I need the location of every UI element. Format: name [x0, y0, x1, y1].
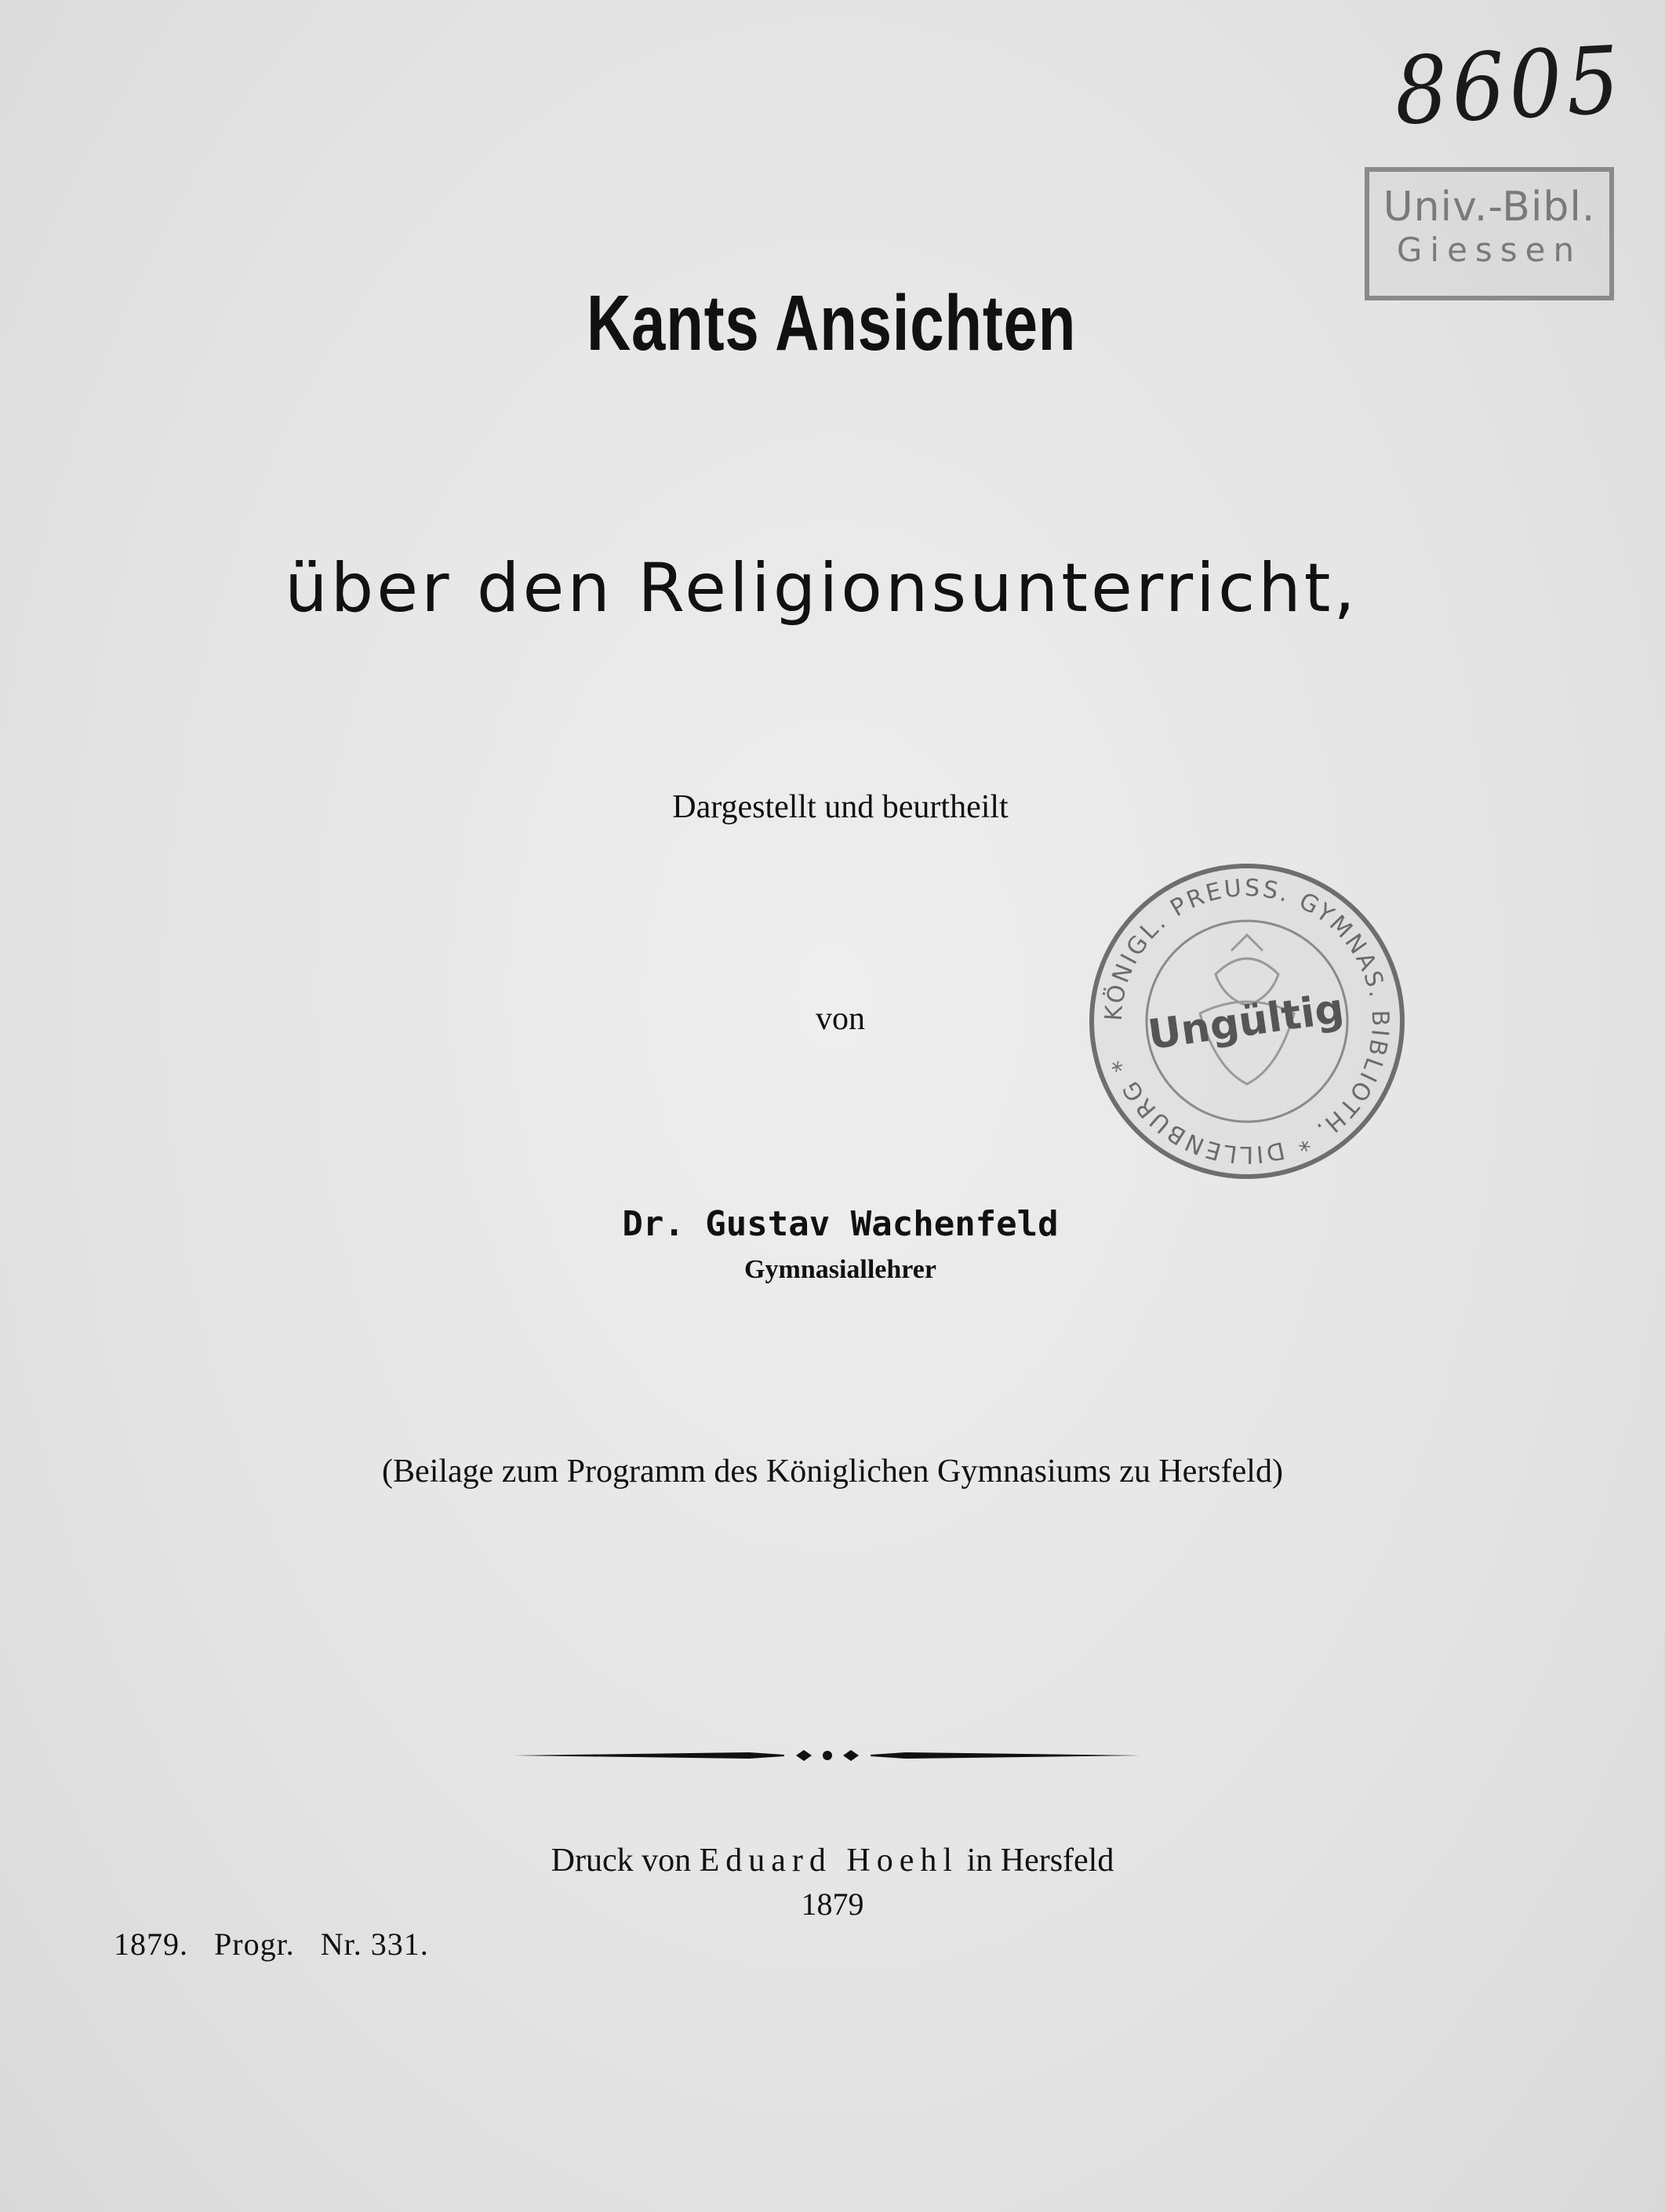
printer-suffix: in Hersfeld — [966, 1843, 1114, 1879]
seal-overprint: Ungültig — [1145, 984, 1347, 1060]
book-title: Kants Ansichten — [586, 279, 1077, 367]
library-stamp-line1: Univ.-Bibl. — [1383, 184, 1596, 231]
author-title: Gymnasiallehrer — [744, 1255, 936, 1284]
printer-line — [0, 1842, 1665, 1879]
handwritten-shelf-number: 8605 — [1391, 25, 1627, 146]
seal-ring-text: KÖNIGL. PREUSS. GYMNAS. BIBLIOTH. * DILLENBURG * — [1100, 874, 1394, 1169]
program-label: Progr. — [214, 1926, 295, 1962]
library-stamp-line2: Giessen — [1396, 230, 1583, 269]
book-subtitle: über den Religionsunterricht, — [285, 549, 1358, 628]
printer-prefix: Druck von — [551, 1843, 692, 1879]
print-year: 1879 — [801, 1886, 864, 1922]
author-name: Dr. Gustav Wachenfeld — [622, 1204, 1059, 1244]
description-line: Dargestellt und beurtheilt — [672, 789, 1009, 825]
ornamental-rule-icon — [514, 1740, 1141, 1771]
printer-name: Eduard Hoehl — [699, 1843, 959, 1879]
supplement-note: (Beilage zum Programm des Königlichen Gymnasiums zu Hersfeld) — [382, 1453, 1283, 1490]
program-number: Nr. 331. — [320, 1926, 429, 1962]
by-line: von — [816, 1001, 865, 1037]
program-year: 1879. — [114, 1926, 188, 1962]
program-reference — [114, 1926, 446, 1963]
